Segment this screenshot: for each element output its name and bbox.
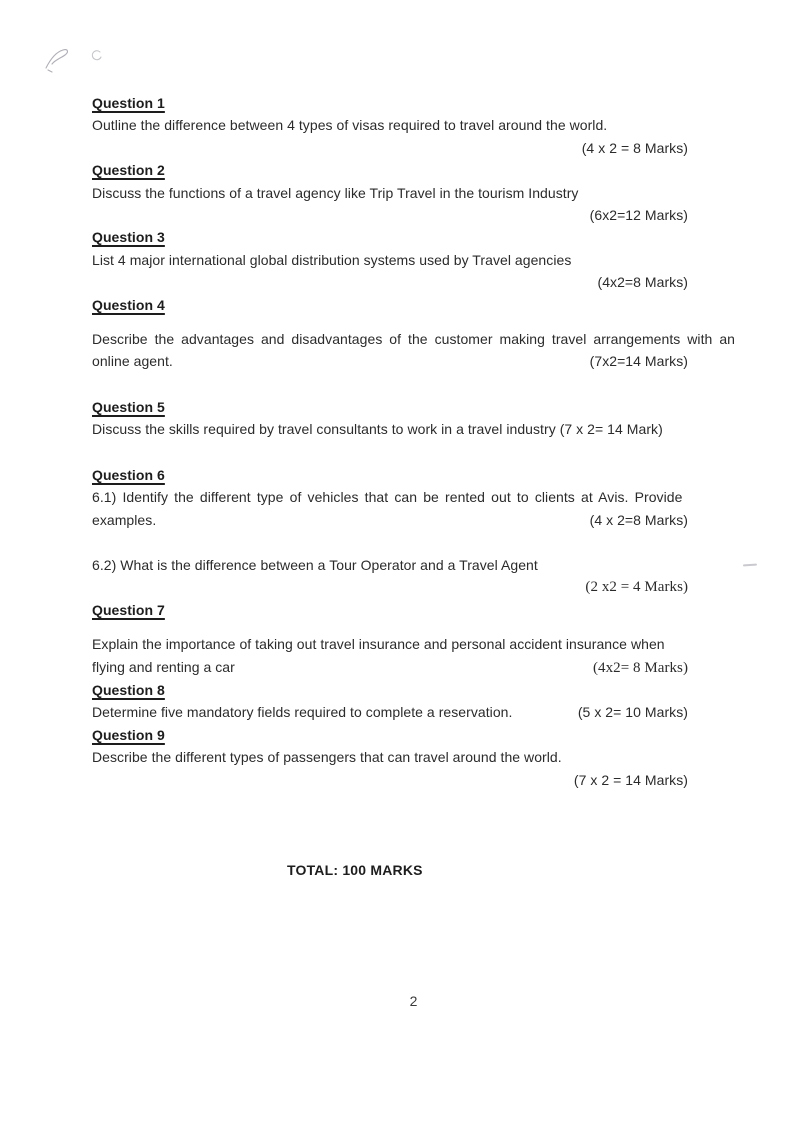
question-6-1-marks: (4 x 2=8 Marks) (589, 511, 688, 528)
question-2-marks: (6x2=12 Marks) (589, 207, 688, 224)
question-5-heading: Question 5 (92, 398, 165, 415)
question-3-heading: Question 3 (92, 229, 165, 246)
question-6-1-text-continuation: examples. (92, 511, 157, 528)
question-4-text-continuation: online agent. (92, 353, 173, 370)
question-6-2-marks: (2 x2 = 4 Marks) (585, 579, 688, 596)
question-2-heading: Question 2 (92, 162, 165, 179)
question-8-marks: (5 x 2= 10 Marks) (577, 704, 688, 721)
question-4-heading: Question 4 (92, 296, 165, 313)
question-6-2-text: 6.2) What is the difference between a Tour Operator and a Travel Agent (92, 556, 538, 573)
exam-questions (92, 92, 735, 1013)
pen-scribble-mark (42, 42, 112, 76)
page-number: 2 (409, 993, 418, 1010)
question-6-1-text-line1: 6.1) Identify the different type of vehicles that can be rented out to clients at Avis. Provide (92, 489, 683, 506)
question-7-text-line2 (92, 656, 735, 679)
question-4-marks: (7x2=14 Marks) (589, 353, 688, 370)
question-3-marks: (4x2=8 Marks) (597, 274, 688, 291)
question-9-heading: Question 9 (92, 726, 165, 743)
total-marks-label: TOTAL: 100 MARKS (287, 861, 423, 878)
stray-scan-mark (743, 564, 757, 567)
question-1-marks: (4 x 2 = 8 Marks) (581, 139, 688, 156)
question-1-heading: Question 1 (92, 95, 165, 111)
question-6-1-text-line2 (92, 509, 735, 531)
question-7-text-line1: Explain the importance of taking out travel insurance and personal accident insurance when (92, 636, 665, 653)
question-9-text: Describe the different types of passengers that can travel around the world. (92, 749, 562, 766)
question-2-text: Discuss the functions of a travel agency like Trip Travel in the tourism Industry (92, 184, 579, 201)
question-4-text-line2 (92, 350, 735, 372)
question-8-text (92, 701, 735, 723)
question-7-heading: Question 7 (92, 601, 165, 618)
question-8-heading: Question 8 (92, 681, 165, 698)
question-7-marks: (4x2= 8 Marks) (593, 659, 688, 676)
question-1-text: Outline the difference between 4 types of visas required to travel around the world. (92, 117, 608, 134)
question-9-marks: (7 x 2 = 14 Marks) (573, 771, 688, 788)
question-8-text-main: Determine five mandatory fields required to complete a reservation. (92, 704, 513, 721)
question-4-text-line1: Describe the advantages and disadvantages of the customer making travel arrangements with an (92, 331, 735, 348)
question-7-text-continuation: flying and renting a car (92, 658, 235, 675)
question-3-text: List 4 major international global distribution systems used by Travel agencies (92, 251, 572, 268)
question-5-text: Discuss the skills required by travel consultants to work in a travel industry (7 x 2= 14 Mark) (92, 421, 663, 438)
question-6-heading: Question 6 (92, 466, 165, 483)
